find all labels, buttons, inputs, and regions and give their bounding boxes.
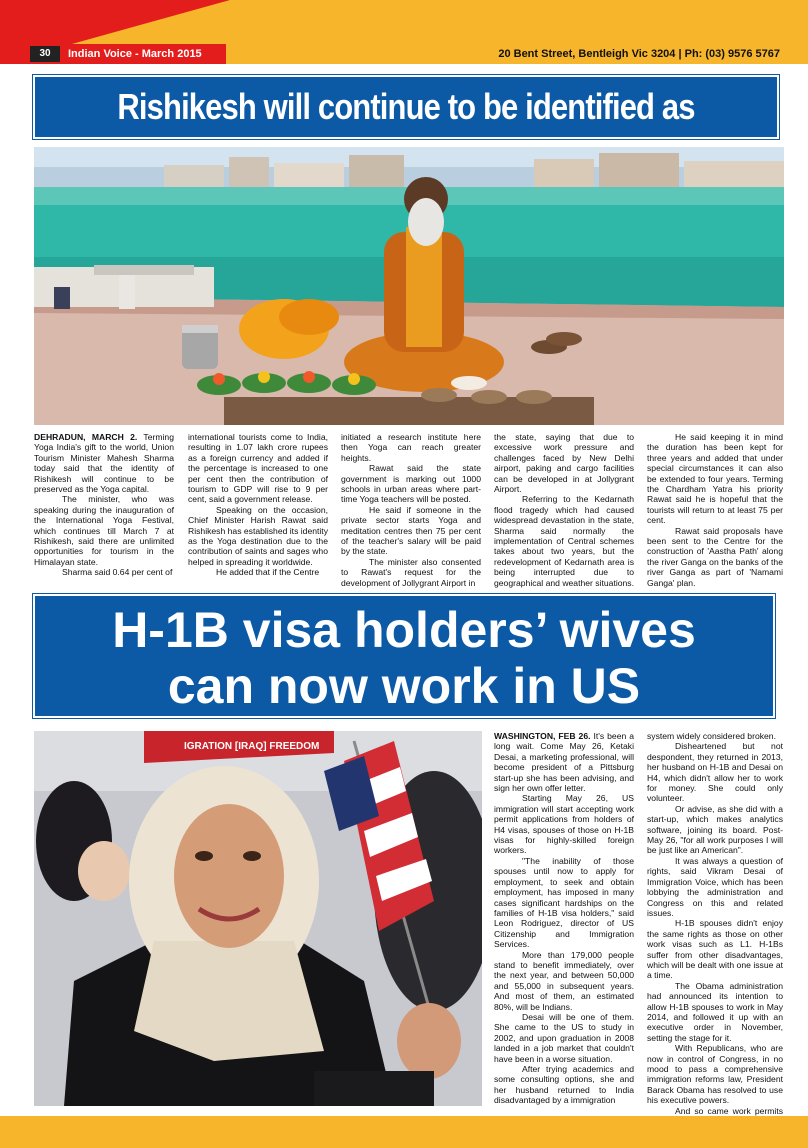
page-footer	[0, 1116, 808, 1148]
article2-column-1	[494, 731, 634, 1106]
article2-paragraph: More than 179,000 people stand to benefit immediately, over the next year, and between 50,000 and 55,000 in subsequent years. And most of them, an estimated 80%, will be Indians.	[494, 949, 634, 1012]
photo-woman-flag	[34, 731, 482, 1106]
article1-column-2	[188, 432, 328, 578]
headline-rishikesh-text: Rishikesh will continue to be identified as	[117, 86, 695, 127]
dateline: WASHINGTON, FEB 26.	[494, 731, 591, 741]
article2-column-2	[647, 731, 783, 1126]
article2-paragraph	[494, 731, 634, 793]
photo-yoga-sadhu	[34, 147, 784, 425]
headline-h1b-line2: can now work in US	[167, 658, 641, 714]
article1-paragraph: He added that if the Centre	[216, 567, 320, 578]
article1-paragraph: the state, saying that due to excessive work pressure and challenges faced by New Delhi airport, paking and cargo facilities can be developed in at Jollygrant Airport.	[494, 432, 634, 495]
article2-paragraph: With Republicans, who are now in control of Congress, in no mood to pass a comprehensive immigration reforms law, President Barack Obama has resolved to use his executive powers.	[647, 1043, 783, 1106]
banner-text: IGRATION [IRAQ] FREEDOM	[184, 741, 320, 752]
dateline: DEHRADUN, MARCH 2.	[34, 432, 138, 442]
publication-title: Indian Voice - March 2015	[68, 48, 202, 60]
article1-paragraph	[34, 432, 174, 494]
headline-h1b	[33, 594, 775, 718]
article1-column-4	[494, 432, 634, 588]
headline-h1b-line1: H-1B visa holders’ wives	[112, 602, 696, 658]
article1-paragraph: international tourists come to India, resulting in 1.07 lakh crore rupees as a foreign currency and added if the percentage is increased to one per cent then the contribution of tourism to GDP will rise to 9 per cent, said a government release.	[188, 432, 328, 505]
article1-paragraph: The minister, who was speaking during the inauguration of the International Yoga Festival, which continues till March 7 at Rishikesh, said there are unlimited opportunities for tourism in the Himalayan state.	[34, 494, 174, 567]
article1-column-5	[647, 432, 783, 588]
article2-text: It's been a long wait. Come May 26, Ketaki Desai, a marketing professional, will become president of a Pittsburg start-up she has been advising, and sign her own offer letter.	[494, 731, 635, 794]
page-number: 30	[30, 46, 60, 62]
publisher-address: 20 Bent Street, Bentleigh Vic 3204 | Ph: (03) 9576 5767	[498, 48, 780, 60]
article2-paragraph: The Obama administration had announced its intention to allow H-1B spouses to work in May 2014, and followed it up with an executive order in November, setting the stage for it.	[647, 980, 783, 1043]
article2-paragraph: H-1B spouses didn't enjoy the same rights as those on other work visas such as L1. H-1Bs suffer from other disadvantages, which will be dealt with one issue at a time.	[647, 918, 783, 981]
article2-paragraph: Desai will be one of them. She came to the US to study in 2002, and upon graduation in 2008 landed in a job market that couldn't have been in a worse situation.	[494, 1011, 634, 1064]
article1-paragraph: The minister also consented to Rawat's request for the development of Jollygrant Airport in	[341, 556, 481, 588]
article2-paragraph: It was always a question of rights, said Vikram Desai of Immigration Voice, which has been lobbying the administration and Congress on this and related issues.	[647, 855, 783, 918]
headline-rishikesh	[33, 75, 779, 139]
article1-column-1	[34, 432, 174, 578]
article2-paragraph: After trying academics and some consulting options, she and her husband returned to India disadvantaged by a immigration	[494, 1064, 634, 1106]
article1-paragraph: He said keeping it in mind the duration has been kept for three years and added that under special circumstances it can also be extended to four years. Terming the Chardham Yatra his priority Rawat said he is hopeful that the tourists will return to at least 75 per cent.	[647, 432, 783, 526]
article1-paragraph: Rawat said the state government is marking out 1000 schools in urban areas where part-time Yoga teachers will be posted.	[341, 463, 481, 505]
article2-paragraph: Starting May 26, US immigration will start accepting work permit applications from holders of H4 visas, spouses of those on H-1B visas for highly-skilled foreign workers.	[494, 793, 634, 856]
article1-paragraph: Speaking on the occasion, Chief Minister Harish Rawat said Rishikesh has established its identity as the Yoga destination due to the contribution of saints and sages who helped in spreading it worldwide.	[188, 504, 328, 567]
article1-text: Terming Yoga India's gift to the world, Union Tourism Minister Mahesh Sharma today said that the identity of Rishikesh will continue to be preserved as the Yoga capital.	[34, 432, 174, 495]
article1-paragraph: Referring to the Kedarnath flood tragedy which had caused widespread devastation in the state, Sharma said normally the implementation of Central schemes takes about two years, but the redevelopment of Kedarnath area is being interrupted due to geographical and weather situations.	[494, 494, 634, 588]
article1-paragraph: Sharma said 0.64 per cent of	[62, 567, 173, 578]
article1-column-3	[341, 432, 481, 588]
article1-paragraph: initiated a research institute here then Yoga can reach greater heights.	[341, 432, 481, 463]
article2-paragraph: Or advise, as she did with a start-up, which makes analytics software, joining its board. Post-May 26, "for all work purposes I will be just like an American".	[647, 803, 783, 856]
article2-paragraph: Disheartened but not despondent, they returned in 2013, her husband on H-1B and Desai on H4, which didn't allow her to work for money. She could only volunteer.	[647, 741, 783, 804]
article1-paragraph: Rawat said proposals have been sent to the Centre for the construction of 'Aastha Path' along the river Ganga on the banks of the river Ganga as part of 'Namami Ganga' plan.	[647, 525, 783, 588]
article2-paragraph: system widely considered broken.	[647, 731, 776, 741]
article1-paragraph: He said if someone in the private sector starts Yoga and meditation centres then 75 per cent of the teacher's salary will be paid by the state.	[341, 504, 481, 557]
article2-paragraph: And so came work permits	[675, 1105, 783, 1116]
article2-paragraph: "The inability of those spouses until now to apply for employment, to seek and obtain employment, has imposed in many cases significant hardships on the families of H-1B visa holders," said Leon Rodriguez, director of US Citizenship and Immigration Services.	[494, 855, 634, 950]
